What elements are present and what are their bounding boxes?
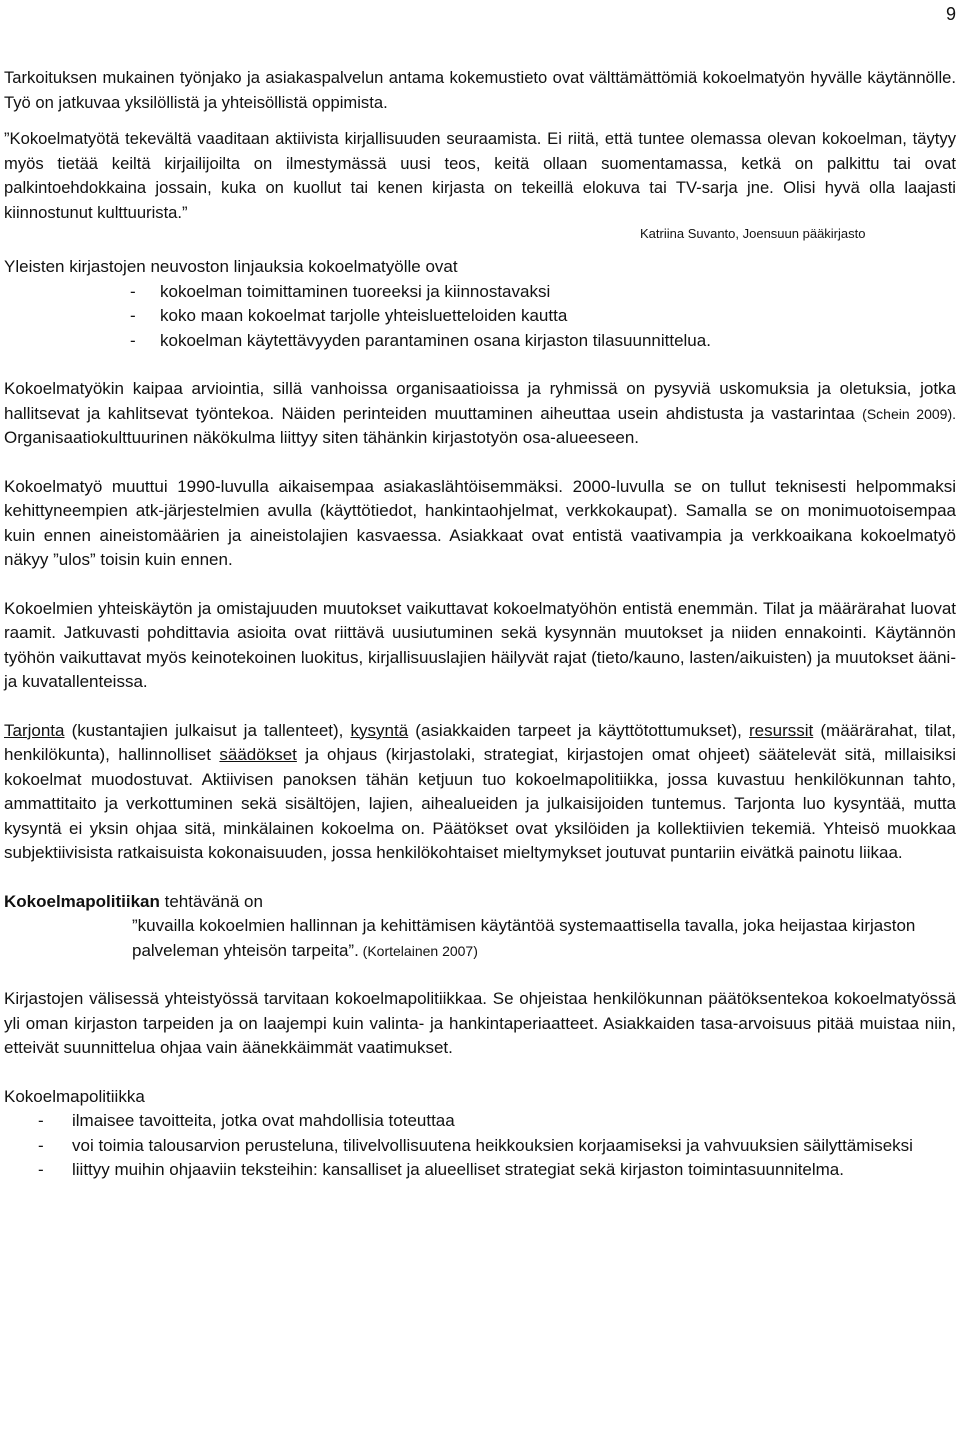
list-item: - koko maan kokoelmat tarjolle yhteisluetteloiden kautta — [4, 304, 956, 329]
guidelines-intro: Yleisten kirjastojen neuvoston linjauksia kokoelmatyölle ovat — [4, 257, 458, 276]
paragraph-history: Kokoelmatyö muuttui 1990-luvulla aikaisempaa asiakaslähtöisemmäksi. 2000-luvulla se on tullut teknisesti helpommaksi kehittyneempien atk-järjestelmien avulla (käyttötiedot, hankintaohjelmat, verkkokaupat). Samalla se on monimuotoisempaa kuin ennen aineistomäärien ja aineistolajien kasvaessa. Asiakkaat ovat entistä vaativampia ja verkkoaikana kokoelmatyö näkyy ”ulos” toisin kuin ennen. — [4, 476, 956, 569]
policy-list-title: Kokoelmapolitiikka — [4, 1086, 145, 1106]
quote-attribution: Katriina Suvanto, Joensuun pääkirjasto — [640, 226, 866, 241]
citation-kortelainen: (Kortelainen 2007) — [358, 942, 478, 959]
quote-kortelainen: ”kuvailla kokoelmien hallinnan ja kehittämisen käytäntöä systemaattisella tavalla, joka heijastaa kirjaston palveleman yhteisön tarpeita”. (Kortelainen 2007) — [132, 916, 916, 960]
policy-list — [4, 1109, 956, 1183]
guidelines-list — [4, 280, 956, 354]
list-item: - liittyy muihin ohjaaviin teksteihin: kansalliset ja alueelliset strategiat sekä kirjaston toimintasuunnitelma. — [4, 1158, 956, 1183]
list-item: - kokoelman toimittaminen tuoreeksi ja kiinnostavaksi — [4, 280, 956, 305]
paragraph-shared-use: Kokoelmien yhteiskäytön ja omistajuuden muutokset vaikuttavat kokoelmatyöhön entistä enemmän. Tilat ja määrärahat luovat raamit. Jatkuvasti pohdittavia asioita ovat riittävä uusiutuminen sekä kysynnän muutokset ja niiden ennakointi. Käytännön työhön vaikuttavat myös keinotekoinen luokitus, kirjallisuuslajien häilyvät rajat (tieto/kauno, lasten/aikuisten) ja muutokset ääni- ja kuvatallenteissa. — [4, 598, 956, 691]
paragraph-intro: Tarkoituksen mukainen työnjako ja asiakaspalvelun antama kokemustieto ovat välttämättömiä kokoelmatyön hyvälle käytännölle. Työ on jatkuvaa yksilöllistä ja yhteisöllistä oppimista. — [4, 68, 956, 112]
document-body — [4, 66, 956, 1183]
page-number: 9 — [945, 4, 956, 24]
list-item: - voi toimia talousarvion perusteluna, tilivelvollisuutena heikkouksien korjaamiseksi ja vahvuuksien säilyttämiseksi — [4, 1134, 956, 1159]
quote-suvanto: ”Kokoelmatyötä tekevältä vaaditaan aktiivista kirjallisuuden seuraamista. Ei riitä, että tuntee olemassa olevan kokoelman, täytyy myös tietää keiltä kirjailijoilta on ilmestymässä uusi teos, keitä ollaan suomentamassa, ketkä on palkittu tai ovat palkintoehdokkaina jossain, kuka on kuollut tai kenen kirjasta on tekeillä elokuva tai TV-sarja jne. Olisi hyvä olla laajasti kiinnostunut kulttuurista.” — [4, 129, 956, 222]
paragraph-factors: Tarjonta (kustantajien julkaisut ja tallenteet), kysyntä (asiakkaiden tarpeet ja käyttötottumukset), resurssit (määrärahat, tilat, henkilökunta), hallinnolliset säädökset ja ohjaus (kirjastolaki, strategiat, kirjastojen omat ohjeet) säätelevät sitä, millaisiksi kokoelmat muodostuvat. Aktiivisen panoksen tähän ketjuun tuo kokoelmapolitiikka, jossa kuvastuu henkilökunnan tahto, ammattitaito ja verkottuminen sekä sisältöjen, lajien, aihealueiden ja julkaisijoiden tuntemus. Tarjonta luo kysyntää, mutta kysyntä ei yksin ohjaa sitä, minkälainen kokoelma on. Päätökset ovat yksilöiden ja kollektiivien tekemiä. Yhteisö muokkaa subjektiivisista ratkaisuista kokonaisuuden, jossa henkilökohtaiset mieltymykset joutuvat puntariin eivätkä painotu liikaa. — [4, 720, 956, 862]
term-tarjonta: Tarjonta — [4, 720, 65, 740]
list-item: - kokoelman käytettävyyden parantaminen osana kirjaston tilasuunnittelua. — [4, 329, 956, 354]
citation-schein: (Schein 2009). — [862, 405, 956, 422]
term-kysynta: kysyntä — [350, 720, 409, 740]
paragraph-cooperation: Kirjastojen välisessä yhteistyössä tarvitaan kokoelmapolitiikkaa. Se ohjeistaa henkilökunnan päätöksentekoa kokoelmatyössä yli oman kirjaston tarpeiden ja on laajempi kuin valinta- ja hankintaperiaatteet. Asiakkaiden tasa-arvoisuus pitää muistaa niin, etteivät suunnittelua ohjaa vain äänekkäimmät vaatimukset. — [4, 989, 956, 1057]
paragraph-evaluation: Kokoelmatyökin kaipaa arviointia, sillä vanhoissa organisaatioissa ja ryhmissä on pysyviä uskomuksia ja oletuksia, jotka hallitsevat ja kahlitsevat työntekoa. Näiden perinteiden muuttaminen aiheuttaa usein ahdistusta ja vastarintaa (Schein 2009). Organisaatiokulttuurinen näkökulma liittyy siten tähänkin kirjastotyön osa-alueeseen. — [4, 379, 956, 447]
list-item: - ilmaisee tavoitteita, jotka ovat mahdollisia toteuttaa — [4, 1109, 956, 1134]
policy-task-heading: Kokoelmapolitiikan tehtävänä on — [4, 891, 263, 911]
term-resurssit: resurssit — [749, 720, 814, 740]
term-saadokset: säädökset — [219, 745, 297, 764]
